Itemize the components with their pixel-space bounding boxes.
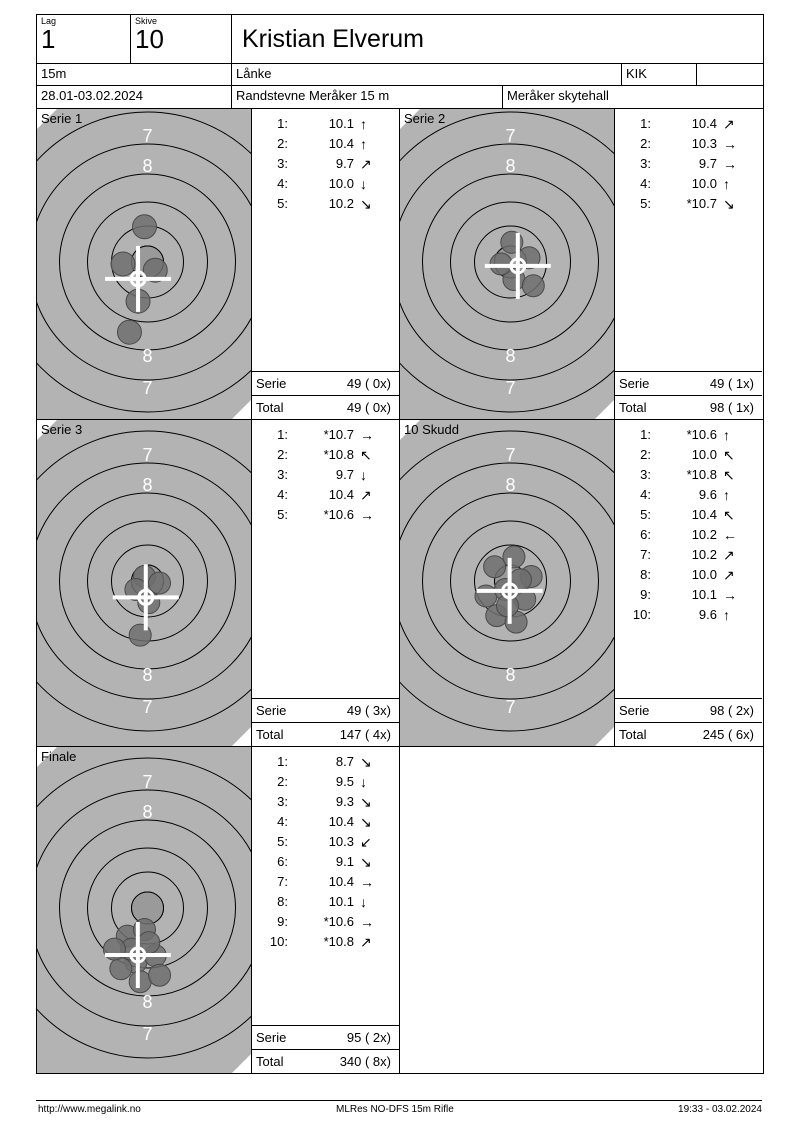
shot-number: 9: [640, 587, 651, 602]
shot-direction-icon: ↘ [360, 794, 372, 810]
shot-value: 10.0 [691, 176, 717, 191]
shot-direction-icon: ↖ [360, 447, 372, 463]
shot-number: 6: [640, 527, 651, 542]
shot-value: 9.7 [698, 156, 717, 171]
total-sum-2 [252, 722, 399, 746]
lag-value: 1 [41, 24, 56, 54]
shooter-name: Kristian Elverum [242, 24, 424, 53]
series-title-3: 10 Skudd [404, 422, 459, 437]
header-top-row [37, 15, 763, 64]
shot-direction-icon: ↘ [360, 854, 372, 870]
series-block-2 [37, 420, 400, 746]
svg-text:8: 8 [142, 992, 153, 1012]
shot-number: 4: [277, 176, 288, 191]
shot-direction-icon: → [360, 507, 374, 523]
shot-hole [133, 215, 157, 239]
shot-number: 7: [277, 874, 288, 889]
shot-number: 5: [277, 834, 288, 849]
shot-number: 10: [632, 607, 651, 622]
shot-row [615, 485, 762, 505]
total-sum-4 [252, 1049, 399, 1073]
serie-value-3: 98 ( 2x) [709, 703, 754, 718]
shot-direction-icon: ↖ [723, 467, 735, 483]
target-4 [37, 747, 252, 1073]
shot-direction-icon: → [723, 156, 737, 172]
shot-value: 10.4 [691, 507, 717, 522]
series-title-4: Finale [41, 749, 77, 764]
svg-text:8: 8 [142, 156, 153, 176]
shot-number: 3: [640, 156, 651, 171]
shot-number: 1: [277, 116, 288, 131]
series-title-1: Serie 2 [404, 111, 446, 126]
shot-number: 5: [640, 196, 651, 211]
target-2 [37, 420, 252, 746]
shot-value: 10.2 [691, 547, 717, 562]
shot-direction-icon: ↘ [360, 754, 372, 770]
shot-row [615, 174, 762, 194]
header-third-row [37, 86, 763, 109]
serie-label-1: Serie [619, 376, 650, 391]
club-name: Lånke [232, 64, 622, 85]
shot-direction-icon: ↓ [360, 467, 367, 483]
shot-direction-icon: ↙ [360, 834, 372, 850]
shots-panel-4 [252, 747, 399, 1073]
shot-number: 4: [277, 487, 288, 502]
footer-url[interactable]: http://www.megalink.no [38, 1104, 141, 1115]
shot-direction-icon: ↘ [360, 814, 372, 830]
shot-number: 2: [277, 774, 288, 789]
shot-value: *10.6 [686, 427, 717, 442]
serie-sum-1 [615, 371, 762, 395]
shooter-name-cell [232, 15, 763, 63]
serie-value-2: 49 ( 3x) [346, 703, 391, 718]
svg-text:8: 8 [505, 475, 516, 495]
shot-direction-icon: → [723, 136, 737, 152]
shot-hole [111, 252, 135, 276]
shot-value: 10.2 [691, 527, 717, 542]
shot-row [615, 154, 762, 174]
shot-row [252, 485, 399, 505]
svg-text:7: 7 [505, 445, 516, 465]
svg-text:7: 7 [142, 697, 153, 717]
shot-hole [149, 964, 171, 986]
shot-row [615, 585, 762, 605]
target-graphic [37, 109, 252, 419]
shot-row [615, 465, 762, 485]
serie-label-2: Serie [256, 703, 287, 718]
svg-text:7: 7 [505, 126, 516, 146]
shot-row [615, 194, 762, 214]
target-0 [37, 109, 252, 419]
shot-number: 2: [277, 136, 288, 151]
venue-name: Meråker skytehall [507, 88, 609, 103]
svg-text:7: 7 [142, 378, 153, 398]
shot-direction-icon: ↓ [360, 176, 367, 192]
shot-row [252, 752, 399, 772]
shot-direction-icon: ↖ [723, 447, 735, 463]
shot-number: 10: [269, 934, 288, 949]
shot-value: 10.0 [328, 176, 354, 191]
shot-number: 2: [277, 447, 288, 462]
total-label-3: Total [619, 727, 647, 742]
shot-value: 9.3 [335, 794, 354, 809]
shot-row [252, 445, 399, 465]
shot-row [615, 114, 762, 134]
serie-label-4: Serie [256, 1030, 287, 1045]
shots-list-0 [252, 109, 399, 371]
skive-value: 10 [135, 24, 164, 54]
shots-panel-3 [615, 420, 762, 746]
series-block-0 [37, 109, 400, 419]
total-label-2: Total [256, 727, 284, 742]
shot-number: 5: [640, 507, 651, 522]
shot-direction-icon: → [360, 874, 374, 890]
series-title-2: Serie 3 [41, 422, 83, 437]
shot-direction-icon: ↑ [360, 136, 367, 152]
svg-text:8: 8 [142, 802, 153, 822]
target-3 [400, 420, 615, 746]
serie-label-0: Serie [256, 376, 287, 391]
svg-text:8: 8 [142, 475, 153, 495]
shot-direction-icon: ↑ [723, 607, 730, 623]
shot-hole [484, 556, 506, 578]
shot-hole [503, 546, 525, 568]
shot-value: *10.6 [323, 507, 354, 522]
shot-hole [475, 585, 497, 607]
shot-number: 4: [640, 487, 651, 502]
shot-value: *10.7 [686, 196, 717, 211]
shot-row [252, 872, 399, 892]
svg-text:7: 7 [505, 697, 516, 717]
shot-value: *10.6 [323, 914, 354, 929]
shot-hole [129, 624, 151, 646]
shot-value: 10.0 [691, 567, 717, 582]
shot-number: 9: [277, 914, 288, 929]
svg-text:7: 7 [142, 1024, 153, 1044]
svg-text:8 [37, 252, 38, 272]
shot-direction-icon: → [723, 587, 737, 603]
shot-direction-icon: ← [723, 527, 737, 543]
shot-value: *10.7 [323, 427, 354, 442]
shot-direction-icon: ↓ [360, 774, 367, 790]
shot-value: 10.4 [328, 487, 354, 502]
shot-number: 5: [277, 196, 288, 211]
shots-panel-2 [252, 420, 399, 746]
shot-row [615, 445, 762, 465]
shot-hole [522, 275, 544, 297]
svg-text:8: 8 [142, 665, 153, 685]
shot-row [252, 832, 399, 852]
series-row-2 [37, 420, 763, 747]
shot-hole [509, 569, 531, 591]
serie-value-0: 49 ( 0x) [346, 376, 391, 391]
shot-number: 8: [277, 894, 288, 909]
shot-hole [129, 971, 151, 993]
shots-panel-0 [252, 109, 399, 419]
shot-number: 3: [640, 467, 651, 482]
serie-sum-2 [252, 698, 399, 722]
shot-value: 10.3 [691, 136, 717, 151]
shot-row [252, 154, 399, 174]
shot-value: 9.7 [335, 156, 354, 171]
target-graphic [400, 420, 615, 746]
shots-panel-1 [615, 109, 762, 419]
shot-row [252, 912, 399, 932]
header-extra [697, 64, 763, 85]
shot-value: 8.7 [335, 754, 354, 769]
shot-value: 10.0 [691, 447, 717, 462]
svg-text:7: 7 [505, 378, 516, 398]
empty-block [400, 747, 763, 1073]
shot-number: 2: [640, 136, 651, 151]
shot-row [252, 134, 399, 154]
target-1 [400, 109, 615, 419]
series-row-1 [37, 109, 763, 420]
shot-row [615, 545, 762, 565]
footer-right: 19:33 - 03.02.2024 [678, 1104, 762, 1115]
shot-row [252, 425, 399, 445]
svg-text:8 [400, 252, 401, 272]
total-value-1: 98 ( 1x) [709, 400, 754, 415]
shot-row [252, 932, 399, 952]
shot-direction-icon: ↑ [723, 427, 730, 443]
target-graphic [400, 109, 615, 419]
shot-row [615, 525, 762, 545]
shot-direction-icon: ↗ [723, 547, 735, 563]
shot-row [615, 605, 762, 625]
total-label-1: Total [619, 400, 647, 415]
svg-text:8 [37, 898, 38, 918]
shot-value: *10.8 [323, 934, 354, 949]
shot-number: 3: [277, 794, 288, 809]
serie-sum-0 [252, 371, 399, 395]
serie-label-3: Serie [619, 703, 650, 718]
serie-sum-3 [615, 698, 762, 722]
series-block-4 [37, 747, 400, 1073]
shot-number: 5: [277, 507, 288, 522]
shot-value: 10.1 [691, 587, 717, 602]
shot-row [252, 772, 399, 792]
shot-value: *10.8 [686, 467, 717, 482]
shot-number: 3: [277, 156, 288, 171]
shot-hole [110, 958, 132, 980]
series-block-1 [400, 109, 763, 419]
shot-number: 7: [640, 547, 651, 562]
total-sum-0 [252, 395, 399, 419]
shot-value: 10.1 [328, 116, 354, 131]
shot-direction-icon: ↗ [360, 934, 372, 950]
shots-list-2 [252, 420, 399, 698]
shot-value: 10.3 [328, 834, 354, 849]
total-label-0: Total [256, 400, 284, 415]
shot-direction-icon: ↓ [360, 894, 367, 910]
footer-center: MLRes NO-DFS 15m Rifle [336, 1104, 454, 1115]
shot-number: 1: [277, 754, 288, 769]
shot-hole [117, 320, 141, 344]
shots-list-3 [615, 420, 762, 698]
footer-divider [36, 1100, 762, 1101]
shot-hole [149, 572, 171, 594]
shot-number: 6: [277, 854, 288, 869]
shot-value: 9.5 [335, 774, 354, 789]
shot-number: 4: [640, 176, 651, 191]
svg-text:8 [400, 571, 401, 591]
skive-label: Skive [135, 16, 158, 26]
shot-direction-icon: ↑ [723, 176, 730, 192]
shot-value: 10.4 [328, 136, 354, 151]
shot-value: 9.6 [698, 487, 717, 502]
result-sheet [36, 14, 764, 1074]
shot-row [252, 505, 399, 525]
shot-value: 10.4 [328, 814, 354, 829]
total-sum-1 [615, 395, 762, 419]
shot-row [252, 792, 399, 812]
shot-row [252, 852, 399, 872]
shot-row [252, 194, 399, 214]
shot-direction-icon: ↗ [360, 156, 372, 172]
shot-number: 1: [640, 116, 651, 131]
shot-number: 1: [277, 427, 288, 442]
series-title-0: Serie 1 [41, 111, 83, 126]
shot-value: 10.1 [328, 894, 354, 909]
svg-text:8: 8 [505, 156, 516, 176]
svg-text:8: 8 [142, 346, 153, 366]
shot-value: 10.4 [691, 116, 717, 131]
total-label-4: Total [256, 1054, 284, 1069]
shot-direction-icon: ↑ [723, 487, 730, 503]
svg-text:7: 7 [142, 772, 153, 792]
shot-number: 8: [640, 567, 651, 582]
shot-direction-icon: ↘ [360, 196, 372, 212]
shot-direction-icon: ↘ [723, 196, 735, 212]
shot-row [252, 114, 399, 134]
shot-value: 9.7 [335, 467, 354, 482]
shot-number: 4: [277, 814, 288, 829]
shot-row [615, 565, 762, 585]
shot-direction-icon: → [360, 427, 374, 443]
shot-direction-icon: ↖ [723, 507, 735, 523]
svg-text:7: 7 [142, 445, 153, 465]
serie-value-4: 95 ( 2x) [346, 1030, 391, 1045]
shot-value: *10.8 [323, 447, 354, 462]
shot-direction-icon: → [360, 914, 374, 930]
total-value-4: 340 ( 8x) [339, 1054, 391, 1069]
skive-cell [131, 15, 232, 63]
shot-direction-icon: ↗ [723, 116, 735, 132]
shot-direction-icon: ↗ [723, 567, 735, 583]
svg-text:8: 8 [505, 665, 516, 685]
shot-number: 1: [640, 427, 651, 442]
event-name: Randstevne Meråker 15 m [232, 86, 503, 108]
shots-list-1 [615, 109, 762, 371]
serie-sum-4 [252, 1025, 399, 1049]
shot-value: 9.6 [698, 607, 717, 622]
svg-text:7: 7 [142, 126, 153, 146]
lag-label: Lag [41, 16, 57, 26]
svg-text:8 [37, 571, 38, 591]
shot-row [615, 505, 762, 525]
distance: 15m [37, 64, 232, 85]
event-dates: 28.01-03.02.2024 [37, 86, 232, 108]
target-graphic [37, 747, 252, 1073]
total-sum-3 [615, 722, 762, 746]
shot-number: 2: [640, 447, 651, 462]
total-value-3: 245 ( 6x) [702, 727, 754, 742]
shot-direction-icon: ↑ [360, 116, 367, 132]
series-block-3 [400, 420, 763, 746]
shot-direction-icon: ↗ [360, 487, 372, 503]
serie-value-1: 49 ( 1x) [709, 376, 754, 391]
series-row-3 [37, 747, 763, 1073]
shot-row [252, 892, 399, 912]
club-short: KIK [622, 64, 697, 85]
shot-row [252, 174, 399, 194]
total-value-2: 147 ( 4x) [339, 727, 391, 742]
target-graphic [37, 420, 252, 746]
total-value-0: 49 ( 0x) [346, 400, 391, 415]
result-sheet-page [36, 14, 764, 1114]
shot-row [252, 812, 399, 832]
header-second-row [37, 64, 763, 86]
shots-list-4 [252, 747, 399, 1025]
shot-row [615, 134, 762, 154]
lag-cell [37, 15, 131, 63]
shot-value: 9.1 [335, 854, 354, 869]
shot-number: 3: [277, 467, 288, 482]
shot-row [615, 425, 762, 445]
shot-value: 10.4 [328, 874, 354, 889]
svg-text:8: 8 [505, 346, 516, 366]
shot-row [252, 465, 399, 485]
shot-value: 10.2 [328, 196, 354, 211]
